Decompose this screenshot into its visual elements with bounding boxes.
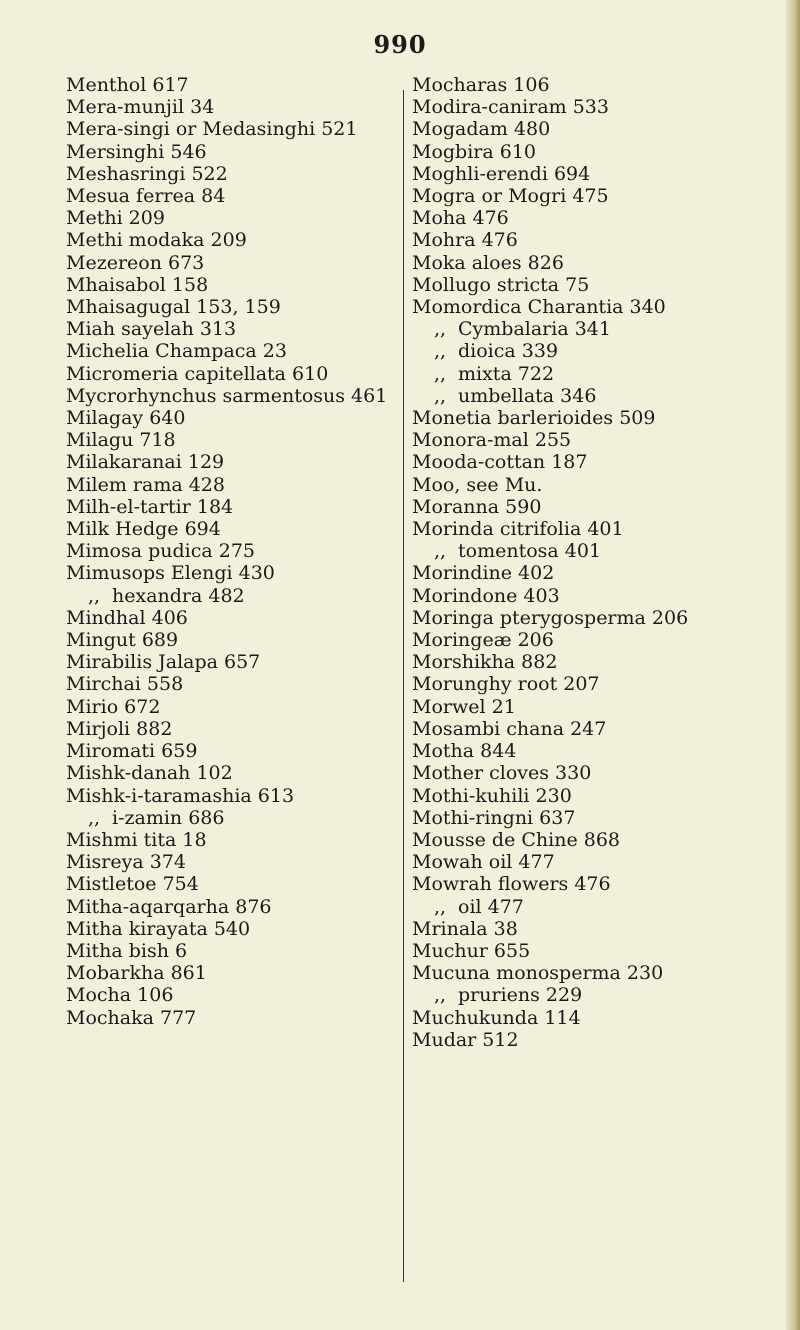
- index-entry-text: Mimosa pudica 275: [66, 540, 256, 563]
- index-entry-text: Motha 844: [412, 740, 517, 763]
- index-entry: [412, 962, 752, 984]
- index-entry-text: Methi 209: [66, 207, 165, 230]
- index-entry: [66, 962, 396, 984]
- index-entry-text: Michelia Champaca 23: [66, 340, 287, 363]
- index-entry-text: Mogadam 480: [412, 118, 551, 141]
- index-entry: [412, 451, 752, 473]
- index-entry: [412, 651, 752, 673]
- index-entry: [412, 629, 752, 651]
- index-entry: [412, 185, 752, 207]
- index-entry-text: Mocharas 106: [412, 74, 550, 96]
- index-entry-text: Mezereon 673: [66, 251, 205, 274]
- index-entry: [66, 651, 396, 673]
- index-entry: [412, 340, 752, 362]
- index-entry-text: Moo, see Mu.: [412, 473, 543, 496]
- index-entry: [66, 607, 396, 629]
- index-entry: [66, 740, 396, 762]
- ditto-mark: ,,: [88, 806, 101, 829]
- index-entry-text: Milk Hedge 694: [66, 518, 221, 541]
- index-entry-text: hexandra 482: [112, 584, 245, 607]
- index-column-left: [66, 74, 396, 1029]
- index-entry-text: Milem rama 428: [66, 473, 225, 496]
- index-entry: [66, 718, 396, 740]
- index-entry-text: Mera-singi or Medasinghi 521: [66, 118, 358, 141]
- index-entry-text: Muchur 655: [412, 939, 531, 962]
- index-entry: [66, 229, 396, 251]
- index-entry: [412, 1007, 752, 1029]
- index-entry: [412, 96, 752, 118]
- column-divider: [403, 90, 404, 1282]
- index-entry: [412, 540, 752, 562]
- index-entry-text: Modira-caniram 533: [412, 96, 609, 119]
- index-entry: [66, 629, 396, 651]
- index-entry: [412, 718, 752, 740]
- index-entry: [412, 518, 752, 540]
- index-entry: [412, 562, 752, 584]
- index-entry: [412, 807, 752, 829]
- index-entry: [66, 540, 396, 562]
- ditto-mark: ,,: [434, 318, 447, 341]
- index-entry-text: dioica 339: [458, 340, 559, 363]
- index-entry-text: Milakaranai 129: [66, 451, 225, 474]
- index-entry: [412, 296, 752, 318]
- index-entry: [66, 851, 396, 873]
- index-entry: [412, 318, 752, 340]
- index-entry: [412, 385, 752, 407]
- index-entry: [412, 585, 752, 607]
- index-entry: [412, 496, 752, 518]
- index-entry-text: Mrinala 38: [412, 917, 518, 940]
- index-entry-text: umbellata 346: [458, 384, 597, 407]
- index-entry: [412, 896, 752, 918]
- index-entry-text: Micromeria capitellata 610: [66, 362, 329, 385]
- index-entry-text: Milagu 718: [66, 429, 176, 452]
- index-entry: [66, 562, 396, 584]
- index-entry: [66, 474, 396, 496]
- index-entry-text: Mishk-danah 102: [66, 762, 233, 785]
- index-entry-text: Mollugo stricta 75: [412, 273, 590, 296]
- index-entry: [66, 829, 396, 851]
- index-entry: [412, 141, 752, 163]
- index-entry-text: Mishk-i-taramashia 613: [66, 784, 295, 807]
- index-entry-text: Mocha 106: [66, 984, 174, 1007]
- index-entry: [412, 851, 752, 873]
- index-entry-text: Mooda-cottan 187: [412, 451, 588, 474]
- index-entry: [66, 274, 396, 296]
- index-entry: [412, 1029, 752, 1051]
- ditto-mark: ,,: [434, 895, 447, 918]
- index-entry-text: Mistletoe 754: [66, 873, 199, 896]
- index-entry: [66, 207, 396, 229]
- index-entry-text: Mowah oil 477: [412, 851, 555, 874]
- index-entry: [66, 185, 396, 207]
- index-entry-text: Mesua ferrea 84: [66, 185, 226, 208]
- index-entry: [412, 252, 752, 274]
- index-entry-text: Mogra or Mogri 475: [412, 185, 609, 208]
- index-entry-text: Morwel 21: [412, 695, 516, 718]
- index-entry-text: Moringeæ 206: [412, 629, 554, 652]
- index-entry-text: Mirchai 558: [66, 673, 184, 696]
- index-entry-text: Methi modaka 209: [66, 229, 247, 252]
- index-entry-text: i-zamin 686: [112, 806, 225, 829]
- index-entry: [412, 229, 752, 251]
- index-entry: [66, 873, 396, 895]
- index-entry: [412, 474, 752, 496]
- index-entry: [66, 896, 396, 918]
- index-entry-text: Mobarkha 861: [66, 962, 207, 985]
- index-entry: [66, 96, 396, 118]
- page-edge: [786, 0, 800, 1330]
- page-number: 990: [373, 30, 427, 59]
- index-entry-text: mixta 722: [458, 362, 555, 385]
- index-entry: [66, 252, 396, 274]
- index-entry-text: Milh-el-tartir 184: [66, 495, 234, 518]
- index-entry: [412, 274, 752, 296]
- index-entry-text: Mhaisabol 158: [66, 273, 209, 296]
- index-entry: [66, 518, 396, 540]
- index-entry: [412, 429, 752, 451]
- index-entry-text: Muchukunda 114: [412, 1006, 581, 1029]
- index-entry-text: Mirio 672: [66, 695, 161, 718]
- index-entry: [412, 163, 752, 185]
- ditto-mark: ,,: [434, 340, 447, 363]
- index-entry-text: Mingut 689: [66, 629, 179, 652]
- index-entry-text: Mohra 476: [412, 229, 518, 252]
- index-entry-text: Mosambi chana 247: [412, 717, 607, 740]
- index-entry: [412, 407, 752, 429]
- index-entry-text: Mitha bish 6: [66, 939, 188, 962]
- index-entry-text: Moka aloes 826: [412, 251, 564, 274]
- index-entry-text: Mochaka 777: [66, 1006, 197, 1029]
- index-entry: [66, 762, 396, 784]
- index-entry: [412, 873, 752, 895]
- index-entry: [66, 74, 396, 96]
- index-entry-text: Morshikha 882: [412, 651, 558, 674]
- index-entry-text: Moranna 590: [412, 495, 542, 518]
- index-entry: [66, 141, 396, 163]
- index-entry: [412, 696, 752, 718]
- index-entry-text: Momordica Charantia 340: [412, 296, 666, 319]
- index-entry: [412, 918, 752, 940]
- index-entry-text: Morindine 402: [412, 562, 555, 585]
- index-entry: [66, 785, 396, 807]
- index-entry-text: oil 477: [458, 895, 524, 918]
- index-entry-text: Mothi-ringni 637: [412, 806, 576, 829]
- index-entry-text: Mother cloves 330: [412, 762, 592, 785]
- index-entry: [66, 429, 396, 451]
- index-entry: [412, 607, 752, 629]
- index-entry: [66, 118, 396, 140]
- index-entry-text: Meshasringi 522: [66, 162, 228, 185]
- index-entry-text: Morinda citrifolia 401: [412, 518, 624, 541]
- index-entry-text: Morindone 403: [412, 584, 560, 607]
- index-entry-text: Mycrorhynchus sarmentosus 461: [66, 384, 388, 407]
- index-entry: [66, 385, 396, 407]
- index-entry: [66, 585, 396, 607]
- index-entry-text: Mindhal 406: [66, 606, 188, 629]
- index-entry-text: pruriens 229: [458, 984, 583, 1007]
- index-entry-text: Mhaisagugal 153, 159: [66, 296, 281, 319]
- ditto-mark: ,,: [434, 540, 447, 563]
- index-entry-text: Morunghy root 207: [412, 673, 600, 696]
- index-entry: [66, 340, 396, 362]
- index-column-right: [412, 74, 752, 1051]
- index-entry: [66, 496, 396, 518]
- index-entry: [66, 163, 396, 185]
- index-entry: [412, 740, 752, 762]
- index-entry: [66, 296, 396, 318]
- index-entry-text: Mogbira 610: [412, 140, 537, 163]
- index-entry: [412, 829, 752, 851]
- index-entry-text: Mousse de Chine 868: [412, 828, 620, 851]
- index-entry-text: Mera-munjil 34: [66, 96, 215, 119]
- index-entry: [66, 318, 396, 340]
- index-entry: [412, 940, 752, 962]
- index-entry: [66, 407, 396, 429]
- index-entry-text: Miromati 659: [66, 740, 198, 763]
- index-entry-text: Monora-mal 255: [412, 429, 572, 452]
- ditto-mark: ,,: [434, 362, 447, 385]
- index-entry: [412, 984, 752, 1006]
- index-entry: [412, 207, 752, 229]
- index-entry-text: Moringa pterygosperma 206: [412, 606, 689, 629]
- index-entry-text: Mimusops Elengi 430: [66, 562, 275, 585]
- index-entry: [412, 363, 752, 385]
- index-entry: [66, 1007, 396, 1029]
- index-entry: [66, 940, 396, 962]
- index-entry: [66, 363, 396, 385]
- ditto-mark: ,,: [88, 584, 101, 607]
- index-entry-text: Moghli-erendi 694: [412, 162, 591, 185]
- ditto-mark: ,,: [434, 984, 447, 1007]
- index-entry-text: Menthol 617: [66, 74, 189, 96]
- index-entry-text: Miah sayelah 313: [66, 318, 237, 341]
- index-entry-text: Milagay 640: [66, 407, 186, 430]
- index-entry-text: Mitha-aqarqarha 876: [66, 895, 272, 918]
- index-entry-text: Mirjoli 882: [66, 717, 173, 740]
- index-entry: [412, 118, 752, 140]
- index-entry: [412, 673, 752, 695]
- index-entry-text: Mucuna monosperma 230: [412, 962, 664, 985]
- index-entry: [66, 807, 396, 829]
- index-entry: [412, 74, 752, 96]
- index-entry-text: tomentosa 401: [458, 540, 602, 563]
- index-entry-text: Moha 476: [412, 207, 509, 230]
- index-entry-text: Misreya 374: [66, 851, 186, 874]
- index-entry: [66, 451, 396, 473]
- index-entry: [412, 785, 752, 807]
- index-entry-text: Monetia barlerioides 509: [412, 407, 656, 430]
- index-entry-text: Cymbalaria 341: [458, 318, 611, 341]
- index-entry-text: Mishmi tita 18: [66, 828, 207, 851]
- index-entry: [412, 762, 752, 784]
- index-entry-text: Mudar 512: [412, 1028, 519, 1051]
- index-entry: [66, 918, 396, 940]
- index-entry-text: Mitha kirayata 540: [66, 917, 251, 940]
- index-entry-text: Mowrah flowers 476: [412, 873, 611, 896]
- ditto-mark: ,,: [434, 384, 447, 407]
- index-entry: [66, 984, 396, 1006]
- index-entry-text: Mothi-kuhili 230: [412, 784, 572, 807]
- index-entry-text: Mersinghi 546: [66, 140, 207, 163]
- index-entry: [66, 673, 396, 695]
- index-entry-text: Mirabilis Jalapa 657: [66, 651, 261, 674]
- index-entry: [66, 696, 396, 718]
